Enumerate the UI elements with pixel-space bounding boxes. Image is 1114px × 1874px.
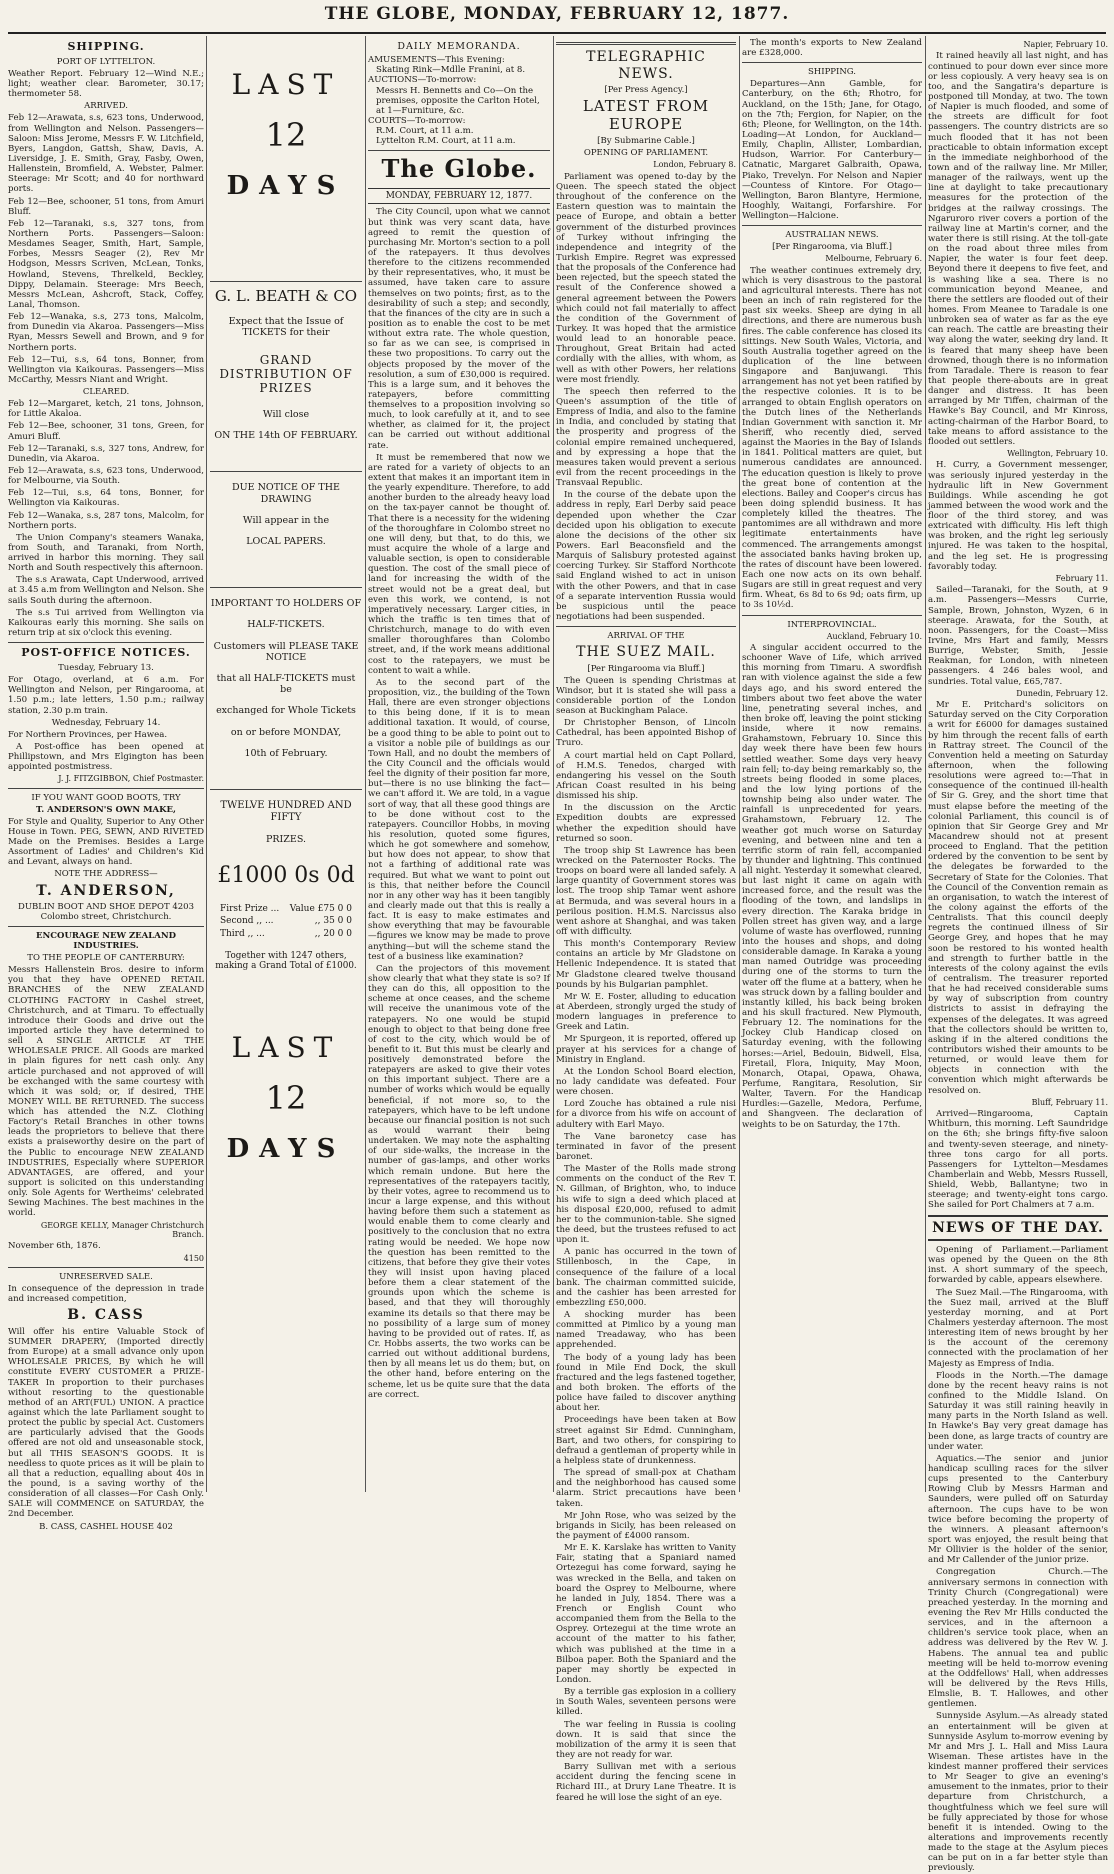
telegraphic-heading: TELEGRAPHIC NEWS. [586,49,706,82]
clearance-item: Feb 12—Wanaka, s.s, 287 tons, Malcolm, for Northern ports. [8,510,204,531]
news-item: Congregation Church.—The anniversary sermons in connection with Trinity Church (Congregational) were preached yesterday. In the morning and evening the Rev Mr Hills conducted the services, and in the afternoon a children's service took place, when an address was delivered by the Rev W. J. Habens. The annual tea and public meeting will be held to-morrow evening at the Oddfellows' Hall, when addresses will be delivered by the Revs Hills, Elmslie, B. T. Hallowes, and other gentlemen. [928,1567,1108,1710]
post-note: A Post-office has been opened at Phillipstown, and Mrs Elgington has been appointed postmistress. [8,741,204,773]
dunedin-dateline: Dunedin, February 12. [1016,688,1108,698]
section-rule [8,642,204,643]
suez-paragraph: In the discussion on the Arctic Expedition doubts are expressed whether the expedition should have returned so soon. [556,803,736,844]
suez-paragraph: The Vane baronetcy case has terminated in favor of the present baronet. [556,1131,736,1162]
advert-text: IMPORTANT TO HOLDERS OF [210,598,362,610]
interprovincial-heading: INTERPROVINCIAL. [787,619,877,630]
prize-label: Third ,, ... [220,929,265,940]
anderson-make: T. ANDERSON'S OWN MAKE, [36,804,176,815]
suez-paragraph: A shocking murder has been committed at Pimlico by a young man named Treadaway, who has been apprehended. [556,1310,736,1351]
post-day: Tuesday, February 13. [58,663,154,674]
column-editorial [368,38,550,1490]
clearance-item: Feb 12—Tui, s.s, 64 tons, Bonner, for Wellington via Kaikouras. [8,488,204,509]
column-india-australia [742,38,922,1490]
suez-title: THE SUEZ MAIL. [576,644,716,661]
section-rule [368,150,550,151]
prize-value: ,, 35 0 0 [314,916,352,927]
suez-paragraph: Mr John Rose, who was seized by the brigands in Sicily, has been released on the payment of £4000 ransom. [556,1510,736,1542]
section-rule [8,926,204,927]
advert-last: LAST [231,1031,341,1065]
arrival-item: Feb 12—Arawata, s.s, 623 tons, Underwood, from Wellington and Nelson. Passengers—Saloon: Miss Jerome, Messrs F. W. Litchfield, Byers, Langdon, Gattsh, Shaw, Davis, A. Liversidge, J. E. Smith, Gray, Fasby, Owen, Hallenstein, Bromfield, A. Webster, Palmer. Steerage: Mr Scott; and 40 for northward ports. [8,113,204,195]
clearance-item: Feb 12—Margaret, ketch, 21 tons, Johnson, for Little Akaloa. [8,399,204,420]
post-office-heading: POST-OFFICE NOTICES. [21,646,191,660]
anderson-note: NOTE THE ADDRESS— [54,869,158,880]
advert-text: ON THE 14th OF FEBRUARY. [214,430,358,442]
memoranda-item: Lyttelton R.M. Court, at 11 a.m. [376,136,516,147]
advert-money: £1000 0s 0d [217,862,355,888]
cass-footer: B. CASS, CASHEL HOUSE 402 [39,1521,173,1532]
news-item: Aquatics.—The senior and junior handicap sculling races for the silver cups presented to the Canterbury Rowing Club by Messrs Harman and Saunders, were pulled off on Saturday afternoon. The cups have to be won twice before becoming the property of the winners. A pleasant afternoon's sport was enjoyed, the result being that Mr Ollivier is the holder of the senior, and Mr Callender of the junior prize. [928,1453,1108,1566]
post-lines: For Northern Provinces, per Hawea. [8,729,168,740]
suez-paragraph: Lord Zouche has obtained a rule nisi for a divorce from his wife on account of adultery with Earl Mayo. [556,1099,736,1130]
news-item: The Suez Mail.—The Ringarooma, with the Suez mail, arrived at the Bluff yesterday morning, and at Port Chalmers yesterday afternoon. The most interesting item of news brought by her is the account of the ceremony connected with the proclamation of her Majesty as Empress of India. [928,1287,1108,1369]
column-divider [365,36,366,1492]
suez-paragraph: The spread of small-pox at Chatham and the neighborhood has caused some alarm. Strict precautions have been taken. [556,1468,736,1509]
suez-heading: ARRIVAL OF THE [607,631,685,642]
cleared-heading: CLEARED. [82,387,130,398]
bluff-dateline: Bluff, February 11. [1031,1097,1108,1107]
shipping-note: The s.s Arawata, Capt Underwood, arrived at 3.45 a.m from Wellington and Nelson. She sails South during the afternoon. [8,575,204,606]
advert-text: that all HALF-TICKETS must be [216,673,356,696]
suez-paragraph: The war feeling in Russia is cooling down. It is said that since the mobilization of the army it is seen that they are not ready for war. [556,1719,736,1760]
hallenstein-body: Messrs Hallenstein Bros. desire to inform you that they have OPENED RETAIL BRANCHES of the NEW ZEALAND CLOTHING FACTORY in Cashel street, Christchurch, and at Timaru. To effectually introduce their Goods and drive out the imported article they have determined to sell A SINGLE ARTICLE AT THE WHOLESALE PRICE. All Goods are marked in plain figures for nett cash only. Any article purchased and not approved of will be exchanged with the same courtesy with which it was sold; or, if desired, THE MONEY WILL BE RETURNED. The success which has attended the N.Z. Clothing Factory's Retail Branches in other towns leads the proprietors to believe that there exists a praiseworthy desire on the part of the Public to encourage NEW ZEALAND INDUSTRIES, Especially where SUPERIOR ADVANTAGES, are offered, and your support is solicited on this understanding only. Sole Agents for Wertheims' celebrated Sewing Machines. The best machines in the world. [8,965,204,1219]
clearance-item: Feb 12—Arawata, s.s, 623 tons, Underwood, for Melbourne, via South. [8,465,204,487]
post-day: Wednesday, February 14. [51,717,161,728]
column-news-of-day [928,38,1108,1874]
section-rule [210,587,362,588]
section-rule [742,62,922,63]
australian-heading: AUSTRALIAN NEWS. [785,230,879,241]
suez-paragraph: Mr W. E. Foster, alluding to education at Aberdeen, strongly urged the study of modern languages in preference to Greek and Latin. [556,991,736,1033]
advert-number: 12 [265,116,307,155]
suez-paragraph: Mr E. K. Karslake has written to Vanity Fair, stating that a Spaniard named Ortezegui has come forward, saying he was wrecked in the Bella, and taken on board the Osprey to Melbourne, where he landed in July, 1854. There was a French or English Count who accompanied them from the Bella to the Osprey. Ortezegui at the time wrote an account of the matter to his father, which was published at the time in a Bilboa paper. Both the Spaniard and the paper may shortly be expected in London. [556,1543,736,1685]
news-item: Opening of Parliament.—Parliament was opened by the Queen on the 8th inst. A short summary of the speech, forwarded by cable, appears elsewhere. [928,1245,1108,1286]
globe-title: The Globe. [381,154,537,184]
section-rule [210,789,362,790]
section-rule [210,281,362,282]
column-shipping [8,38,204,1532]
memoranda-item: Messrs H. Bennetts and Co—On the premises, opposite the Carlton Hotel, at 1—Furniture, &c. [376,85,540,116]
bluff-body: Arrived—Ringarooma, Captain Whitburn, this morning. Left Saundridge on the 6th; she brings fifty-five saloon and twenty-seven steerage, and ninety-three tons cargo for all ports. Passengers for Lyttelton—Mesdames Chamberlain and Webb, Messrs Russell, Shield, Webb, Ballantyne; two in steerage; and twenty-eight tons cargo. She sailed for Port Chalmers at 7 a.m. [928,1109,1108,1211]
c5-shipping-heading: SHIPPING. [807,67,857,78]
editorial-paragraph: As to the second part of the proposition, viz., the building of the Town Hall, there are even stronger objections to this being done, if it is to mean additional taxation. It would, of course, be a good thing to be able to point out to a visitor a noble pile of buildings as our Town Hall, and no doubt the members of the City Council and the officials would feel the dignity of their position far more, but—there is no use blinking the fact—we can't afford it. We are told, in a vague sort of way, that all these good things are to be done without cost to the ratepayers. Councillor Hobbs, in moving his resolution, quoted some figures, which he got somewhere and somehow, but how does not appear, to show that not a farthing of additional rate was required. But what we want to point out is this, that neither before the Council nor in any other way has it been tangibly and clearly made out that this is really a fact. It is easy to make estimates and show everything that may be favourable—figures we know may be made to prove anything—but will the scheme stand the test of a business like examination? [368,677,550,962]
advert-text: on or before MONDAY, [230,726,342,738]
prize-value: ,, 20 0 0 [314,929,352,940]
prize-row [210,915,362,928]
telegraphic-paragraph: The speech then referred to the Queen's assumption of the title of Empress of India, and also to the famine in India, and concluded by stating that the prosperity and progress of the colonial empire remained unchequered, and by expressing a hope that the measures taken would prevent a serious evil from the recent proceedings in the Transvaal Republic. [556,386,736,489]
australian-via: [Per Ringarooma, via Bluff.] [772,242,892,253]
page-masthead: THE GLOBE, MONDAY, FEBRUARY 12, 1877. [324,4,790,24]
hallenstein-date: November 6th, 1876. [8,1241,101,1252]
suez-via: [Per Ringarooma via Bluff.] [587,663,705,674]
advert-text: PRIZES. [265,833,307,845]
anderson-intro: IF YOU WANT GOOD BOOTS, TRY [31,792,181,803]
prize-label: Second ,, ... [220,916,274,927]
advert-text: Customers will PLEASE TAKE NOTICE [213,640,359,663]
anderson-address: DUBLIN BOOT AND SHOE DEPOT 4203 Colombo street, Christchurch. [18,902,194,923]
editorial-paragraph: The City Council, upon what we cannot but think was very scant data, have agreed to remit the question of purchasing Mr. Morton's section to a poll of the ratepayers. It thus devolves therefore to the citizens recommended by their representatives, who, it must be assumed, have taken care to assure themselves on two points; first, as to the desirability of such a step; and secondly, that the finances of the city are in such a position as to enable the cost to be met without extra rate. The whole question, so far as we can see, is comprised in these two propositions. To carry out the objects proposed by the mover of the resolution, a sum of £30,000 is required. This is a large sum, and it behoves the ratepayers, before committing themselves to a proposition involving so much, to look carefully at it, and to see whether, as claimed for it, the project can be carried out without additional rate. [368,207,550,451]
memoranda-heading: DAILY MEMORANDA. [397,41,521,52]
column-beath-advert [210,38,362,1490]
advert-last: LAST [231,68,341,101]
column-divider [925,36,926,1492]
arrived-heading: ARRIVED. [84,101,128,112]
suez-paragraph: The Master of the Rolls made strong comments on the conduct of the Rev T. N. Gillman, of Brighton, who, to induce his wife to sign a deed which placed at his disposal £20,000, refused to admit her to the communion-table. She signed the deed, but the trustees refused to act upon it. [556,1164,736,1246]
suez-paragraph: Mr Spurgeon, it is reported, offered up prayer at his services for a change of Ministry in England. [556,1034,736,1065]
dunedin-body: Mr E. Pritchard's solicitors on Saturday served on the City Corporation a writ for £6000 for damages sustained by him through the recent falls of earth in Rattray street. The Council of the Convention held a meeting on Saturday afternoon, when the following resolutions were agreed to:—That in consequence of the continued ill-health of Sir G. Grey, and the short time that must elapse before the meeting of the colonial Parliament, this council is of opinion that Sir George Grey and Mr Macandrew should not at present proceed to England. That the petition ordered by the convention to be sent by the delegates be forwarded to the Secretary of State for the Colonies. That the Council of the Convention remain as an organisation, to watch the interest of the colony against the efforts of the Centralists. That this council deeply regrets the continued illness of Sir George Grey, and hopes that he may soon be restored to his wonted health and strength to further battle in the interests of the colony against the evils of centralism. The treasurer reported that he had received considerable sums by way of subscription from country districts to assist in defraying the expenses of the delegates. It was agreed that the collectors should be written to, asking if in the altered conditions the contributors wished their amounts to be returned, or would leave them for objects in connection with the convention which might afterwards be resolved on. [928,700,1108,1096]
arrival-item: Feb 12—Taranaki, s.s, 327 tons, from Northern Ports. Passengers—Saloon: Mesdames Seager, Smith, Hart, Sample, Forbes, Messrs Seager (2), Rev Mr Hodgson, Messrs Scriven, McLean, Tonks, Howland, Stevens, Threlkeld, Beckley, Dippy, Delamain. Steerage: Mrs Beech, Messrs McLean, Ashcroft, Stack, Coffey, Lanal, Thomson. [8,218,204,310]
latest-heading: LATEST FROM EUROPE [582,97,710,133]
masthead-rule [8,32,1106,34]
shipping-note: The s.s Tui arrived from Wellington via Kaikouras early this morning. She sails on return trip at six o'clock this evening. [8,607,204,639]
napier-dateline: Napier, February 10. [1023,40,1108,49]
suez-paragraph: At the London School Board election, no lady candidate was defeated. Four were chosen. [556,1066,736,1098]
advert-text: TWELVE HUNDRED AND FIFTY [220,800,352,823]
cass-body: In consequence of the depression in trade and increased competition, [8,1284,204,1305]
napier-body: It rained heavily all last night, and has continued to pour down ever since more or less copiously. A very heavy sea is on too, and the Sangatira's departure is postponed till Monday, at two. The town of Napier is much flooded, and some of the streets are difficult for foot passengers. The country districts are so much flooded that it has not been practicable to obtain information except in the immediate neighborhood of the town and of the railway line. Mr Miller, manager of the railways, went up the line at daylight to take precautionary measures for the protection of the bridges at the railway crossings. The Ngaruroro river covers a portion of the railway line at Martin's corner, and the water there is still rising. At the toll-gate on the road about three miles from Napier, the water is four feet deep. Beyond there it deepens to five feet, and is washing like a sea. There is no communication beyond Meanee, and there the settlers are flooded out of their homes. From Meanee to Taradale is one unbroken sea of water as far as the eye can reach. The cattle are breasting their way along the water, seeking dry land. It is feared that many sheep have been drowned, though there is no information from Taradale. There is reason to fear that people there-abouts are in great danger and distress. It has been arranged by Mr Tiffen, chairman of the Hawke's Bay Council, and Mr Kinross, acting-chairman of the Harbor Board, to take means to afford assistance to the flooded out settlers. [928,51,1108,447]
suez-paragraph: This month's Contemporary Review contains an article by Mr Gladstone on Hellenic Independence. It is stated that Mr Gladstone cleared twelve thousand pounds by his Bulgarian pamphlet. [556,939,736,990]
memoranda-item: R.M. Court, at 11 a.m. [376,126,474,137]
suez-paragraph: By a terrible gas explosion in a colliery in South Wales, seventeen persons were killed. [556,1687,736,1718]
opening-heading: OPENING OF PARLIAMENT. [583,148,709,159]
news-of-day-heading: NEWS OF THE DAY. [928,1215,1108,1242]
prize-row [210,903,362,916]
telegraphic-paragraph: Parliament was opened to-day by the Queen. The speech stated the object throughout of the conference on the Eastern question was to maintain the peace of Europe, and obtain a better government of the disturbed provinces of Turkey without infringing the independence and integrity of the Turkish Empire. Regret was expressed that the proposals of the Conference had been rejected, but the speech stated the result of the Conference showed a general agreement between the Powers which could not fail materially to affect the condition of the Government of Turkey. It was hoped that the armistice would lead to an honorable peace. Throughout, Great Britain had acted cordially with the allies, with whom, as well as with other Powers, her relations were most friendly. [556,171,736,385]
telegraphic-paragraph: In the course of the debate upon the address in reply, Earl Derby said peace depended upon whether the Czar decided upon his obligation to execute alone the decisions of the other six Powers. Earl Beaconsfield and the Marquis of Salisbury protested against coercing Turkey. Sir Stafford Northcote said England wished to act in unison with the other Powers, and that in case of a separate intervention Russia would be suspicious until the peace negotiations had been suspended. [556,490,736,622]
prize-label: First Prize ... [220,903,280,914]
cable-note: [By Submarine Cable.] [597,136,695,147]
post-signature: J. J. FITZGIBBON, Chief Postmaster. [58,774,204,784]
c5-shipping-body: Departures—Ann Gamble, for Canterbury, on the 6th; Rhotro, for Auckland, on the 15th; Jane, for Otago, on the 7th; Fergion, for Napier, on the 6th; Pleone, for Wellington, on the 14th. Loading—At London, for Auckland—Emily, Chaplin, Allister, Lombardian, Hudson, Warrior. For Canterbury—Catnatic, Margaret Galbraith, Opawa, Piako, Trevelyn. For Nelson and Napier—Countess of Kintore. For Otago—Wellington, Baron Blantyre, Hermione, Hooghly, Waitangi, Forfarshire. For Wellington—Halcione. [742,79,922,222]
advert-text: 10th of February. [244,747,328,759]
port-heading: PORT OF LYTTELTON. [56,56,156,67]
wellington-dateline: Wellington, February 10. [1007,448,1108,458]
weather-report: Weather Report. February 12—Wind N.E.; light; weather clear. Barometer, 30.17; thermometer 58. [8,68,204,100]
prize-value: Value £75 0 0 [289,903,352,914]
advert-grand: GRAND DISTRIBUTION OF PRIZES [219,352,353,395]
interprovincial-body: A singular accident occurred to the schooner Wave of Life, which arrived this morning from Timaru. A swordfish ran with violence against the side a few days ago, and his sword entered the timbers about two feet above the water line, penetrating several inches, and then broke off, leaving the point sticking inside, where it now remains. Grahamstown, February 10. Since this day week there have been few hours settled weather. Some days very heavy rain fell; to-day being remarkably so, the streets being flooded in some places, and the low lying portions of the township being also under water. The rainfall is unprecedented for years. Grahamstown, February 12. The weather got much worse on Saturday evening, and between nine and ten a terrific storm of rain fell, accompanied by thunder and lightning. This continued all night. Yesterday it somewhat cleared, but last night it came on again with increased force, and the result was the flooding of the town, and landslips in every direction. The Karaka bridge in Pollen street has given way, and a large volume of waste has overflowed, running into the houses and shops, and doing considerable damage. In Karaka a young man named Outridge was proceeding during one of the storms to turn the water off the flume at a battery, when he was struck down by a falling boulder and instantly killed, his back being broken and his skull fractured. New Plymouth, February 12. The nominations for the Jockey Club Handicap closed on Saturday evening, with the following horses:—Ariel, Bedouin, Bidwell, Elsa, Firetail, Flora, Iniquity, May Moon, Monarch, Otapai, Opawa, Ohawa, Perfume, Rangitara, Resolution, Sir Walter, Tavern. For the Handicap Hurdles:—Gazelle, Medora, Perfume, and Shangveen. The declaration of weights to be on Saturday, the 17th. [742,642,922,1130]
suez-paragraph: The body of a young lady has been found in Mile End Dock, the skull fractured and the legs fastened together, and both broken. The efforts of the police have failed to discover anything about her. [556,1352,736,1414]
telegraphic-agency: [Per Press Agency.] [604,85,688,96]
advert-text: Will close [262,409,310,421]
news-item: Sunnyside Asylum.—As already stated an entertainment will be given at Sunnyside Asylum to-morrow evening by Mr and Mrs J. L. Hall and Miss Laura Wiseman. These artistes have in the kindest manner proffered their services to Mr Seager to give an evening's amusement to the inmates, prior to their departure from Christchurch, a thoughtfulness which we feel sure will be fully appreciated by those for whose benefit it is intended. Owing to the alterations and improvements recently made to the stage at the Asylum pieces can be put on in a far better style than previously. [928,1711,1108,1874]
section-rule [8,788,204,789]
editorial-paragraph: Can the projectors of this movement show clearly that what they state is so? If they can do this, all opposition to the scheme at once ceases, and the scheme will receive the unanimous vote of the ratepayers. No one would be stupid enough to object to that being done free of cost to the city, which would be of benefit to it. But this must be clearly and positively demonstrated before the ratepayers are asked to give their votes on this important subject. There are a number of works which would be equally beneficial, if not more so, to the ratepayers, which have to be left undone because our financial position is not such as would warrant their being undertaken. We may note the asphalting of our side-walks, the increase in the number of gas-lamps, and other works which remain undone. But here the representatives of the ratepayers tacitly, by their votes, agree to recommend us to incur a large expense, and this without having before them such a statement as would enable them to come clearly and positively to the conclusion that no extra rating would be needed. We hope now the question has been remitted to the citizens, that before they give their votes they will insist upon having placed before them a clear statement of the grounds upon which the scheme is based, and that they will thoroughly examine its details so that there may be no possibility of a large sum of money having to be provided out of rates. If, as Cr. Hobbs asserts, the two works can be carried out without additional burdens, then by all means let us do them; but, on the other hand, before entering on the scheme, let us be quite sure that the data are correct. [368,963,550,1400]
suez-paragraph: Barry Sullivan met with a serious accident during the fencing scene in Richard III., at Drury Lane Theatre. It is feared he will lose the sight of an eye. [556,1762,736,1803]
advert-text: DUE NOTICE OF THE DRAWING [232,482,340,505]
column-divider [739,36,740,1492]
suez-paragraph: The Queen is spending Christmas at Windsor, but it is stated she will pass a considerable portion of the London season at Buckingham Palace. [556,675,736,717]
section-rule [742,225,922,226]
suez-paragraph: A court martial held on Capt Pollard, of H.M.S. Tenedos, charged with endangering his vessel on the South African Coast resulted in his being dismissed his ship. [556,750,736,802]
advert-text: Expect that the Issue of TICKETS for their [228,316,344,339]
section-rule [556,42,736,45]
feb11-dateline: February 11. [1055,573,1108,583]
column-divider [206,36,207,1492]
news-item: Floods in the North.—The damage done by the recent heavy rains is not confined to the Middle Island. On Saturday it was still raining heavily in many parts in the North Island as well. In Hawke's Bay very great damage has been done, as large tracts of country are under water. [928,1370,1108,1452]
memoranda-item: AMUSEMENTS—This Evening: [368,55,505,66]
hallenstein-signature: GEORGE KELLY, Manager Christchurch Branch. [40,1220,204,1240]
suez-paragraph: Proceedings have been taken at Bow street against Sir Edmd. Cunningham, Bart, and two others, for conspiring to defraud a gentleman of property while in a helpless state of drunkenness. [556,1415,736,1467]
section-rule [742,615,922,616]
interprovincial-dateline: Auckland, February 10. [826,631,922,641]
advert-text: Together with 1247 others, making a Grand Total of £1000. [215,950,357,972]
arrival-item: Feb 12—Bee, schooner, 51 tons, from Amuri Bluff. [8,196,204,217]
memoranda-item: AUCTIONS—To-morrow: [368,75,477,86]
anderson-name: T. ANDERSON, [36,882,176,899]
advert-firm: G. L. BEATH & CO [214,287,358,306]
suez-paragraph: A panic has occurred in the town of Stillenbosch, in the Cape, in consequence of the failure of a local bank. The chairman committed suicide, and the cashier has been arrested for embezzling £50,000. [556,1247,736,1308]
arrival-item: Feb 12—Tui, s.s, 64 tons, Bonner, from Wellington via Kaikouras. Passengers—Miss McCarthy, Messrs Niant and Wright. [8,354,204,385]
clearance-item: Feb 12—Bee, schooner, 31 tons, Green, for Amuri Bluff. [8,421,204,442]
suez-paragraph: The troop ship St Lawrence has been wrecked on the Paternoster Rocks. The troops on board were all landed safely. A large quantity of Government stores was lost. The troop ship Tamar went ashore at Bermuda, and was several hours in a perilous position. H.M.S. Narcissus also went ashore at Shanghai, and was taken off with difficulty. [556,845,736,937]
shipping-note: The Union Company's steamers Wanaka, from South, and Taranaki, from North, arrived in harbor this morning. They sail North and South respectively this afternoon. [8,532,204,574]
clearance-item: Feb 12—Taranaki, s.s, 327 tons, Andrew, for Dunedin, via Akaroa. [8,443,204,464]
section-rule [210,471,362,472]
memoranda-item: COURTS—To-morrow: [368,116,466,127]
cass-heading: UNRESERVED SALE. [59,1272,153,1283]
cass-body: Will offer his entire Valuable Stock of SUMMER DRAPERY, (Imported directly from Europe) at a small advance only upon WHOLESALE PRICES, By which he will constitute EVERY CUSTOMER a PRIZE-TAKER In proportion to their purchases without resorting to the questionable method of an ART(FUL) UNION. A practice against which the late Parliament sought to protect the public by special Act. Customers are particularly advised that the Goods offered are not old and unseasonable stock, but all THIS SEASON'S GOODS. It is needless to quote prices as it will be plain to all that a reduction, equalling about 40s in the pound, is a saving worthy of the consideration of all classes—For Cash Only. SALE will COMMENCE on SATURDAY, the 2nd December. [8,1326,204,1520]
feb11-body: Sailed—Taranaki, for the South, at 9 a.m. Passengers—Messrs Currie, Sample, Brown, Johnston, Wyzen, 6 in steerage. Arawata, for the South, at noon. Passengers, for the Coast—Miss Irvine, Mrs Hart and family, Messrs Burrige, Webster, Smith, Jessie Reakman, for London, with nineteen passengers. 4 246 bales wool, and sundries. Total value, £65,787. [928,585,1108,687]
memoranda-item: Skating Rink—Mdlle Franini, at 8. [376,65,526,76]
advert-days: DAYS [226,170,346,201]
australian-body: The weather continues extremely dry, which is very disastrous to the pastoral and agricultural interests. There has not been an inch of rain registered for the past six weeks. Sheep are dying in all directions, and there are numerous bush fires. The cable conference has closed its sittings. New South Wales, Victoria, and South Australia together agreed on the duplication of the line between Singapore and Banjuwangi. This arrangement has not yet been ratified by the respective colonies. It is to be arranged to obtain English operators on the Dutch lines of the Netherlands Indian Government with sanction it. Mr Sheriff, who recently died, served against the Maories in the Bay of Islands in 1841. Political matters are quiet, but numerous candidates are announced. The education question is likely to prove the great bone of contention at the elections. Bailey and Cooper's circus has been doing splendid business. It has completely killed the theatres. The pantomimes are all withdrawn and more legitimate entertainments have commenced. The arrangements amongst the associated banks having broken up, the rates of discount have been lowered. Each one now acts on its own behalf. Sugars are still in great request and very firm. Wheat, 6s 8d to 6s 9d; oats firm, up to 3s 10½d. [742,265,922,611]
anderson-body: For Style and Quality, Superior to Any Other House in Town. PEG, SEWN, AND RIVETED Made on the Premises. Besides a Large Assortment of Ladies' and Children's Kid and Levant, always on hand. [8,816,204,868]
prize-row [210,928,362,941]
advert-text: exchanged for Whole Tickets [216,705,356,717]
advert-days: DAYS [226,1134,346,1165]
wellington-body: H. Curry, a Government messenger, was seriously injured yesterday in the hydraulic lift in New Government Buildings. While ascending he got jammed between the wood work and the floor of the third storey, and was extricated with difficulty. His left thigh was broken, and the right leg seriously injured. He was taken to the hospital, and the leg set. He is progressing favorably today. [928,460,1108,572]
shipping-heading: SHIPPING. [67,40,145,53]
section-rule [8,1267,204,1268]
advert-text: LOCAL PAPERS. [246,536,326,548]
advert-number: 12 [265,1079,307,1118]
arrival-item: Feb 12—Wanaka, s.s, 273 tons, Malcolm, from Dunedin via Akaroa. Passengers—Miss Ryan, Messrs Sewell and Brown, and 9 for Northern ports. [8,312,204,353]
hallenstein-heading: ENCOURAGE NEW ZEALAND INDUSTRIES. [36,931,176,952]
telegraphic-dateline: London, February 8. [653,160,736,170]
editorial-date: MONDAY, FEBRUARY 12, 1877. [368,188,550,205]
suez-paragraph: Dr Christopher Benson, of Lincoln Cathedral, has been appointed Bishop of Truro. [556,718,736,749]
hallenstein-code: 4150 [183,1253,204,1263]
india-paragraph: The month's exports to New Zealand are £328,000. [742,38,922,59]
advert-text: Will appear in the [242,514,330,526]
column-telegraphic [556,38,736,1803]
post-lines: For Otago, overland, at 6 a.m. For Wellington and Nelson, per Ringarooma, at 1.50 p.m.; late letters, 1.50 p.m.; railway station, 2.30 p.m train. [8,675,204,716]
column-divider [553,36,554,1492]
section-rule [556,626,736,627]
hallenstein-to: TO THE PEOPLE OF CANTERBURY: [27,953,185,964]
advert-text: HALF-TICKETS. [247,619,325,631]
australian-dateline: Melbourne, February 6. [825,254,922,264]
cass-name: B. CASS [67,1307,145,1324]
editorial-paragraph: It must be remembered that now we are rated for a variety of objects to an extent that makes it an important item in the yearly expenditure. Therefore, to add another burden to the already heavy load on the tax-payer cannot be thought of. That there is a necessity for the widening of the thoroughfare in Colombo street no one will deny, but that, to do this, we must acquire the whole of a large and valuable section, is open to considerable question. The cost of the small piece of land for increasing the width of the street would not be a great deal, but even this work, we contend, is not imperatively necessary. Larger cities, in which the traffic is ten times that of Christchurch, manage to do with even smaller thoroughfares than Colombo street, and, if the work means additional cost to the ratepayers, we must be content to wait a while. [368,452,550,676]
